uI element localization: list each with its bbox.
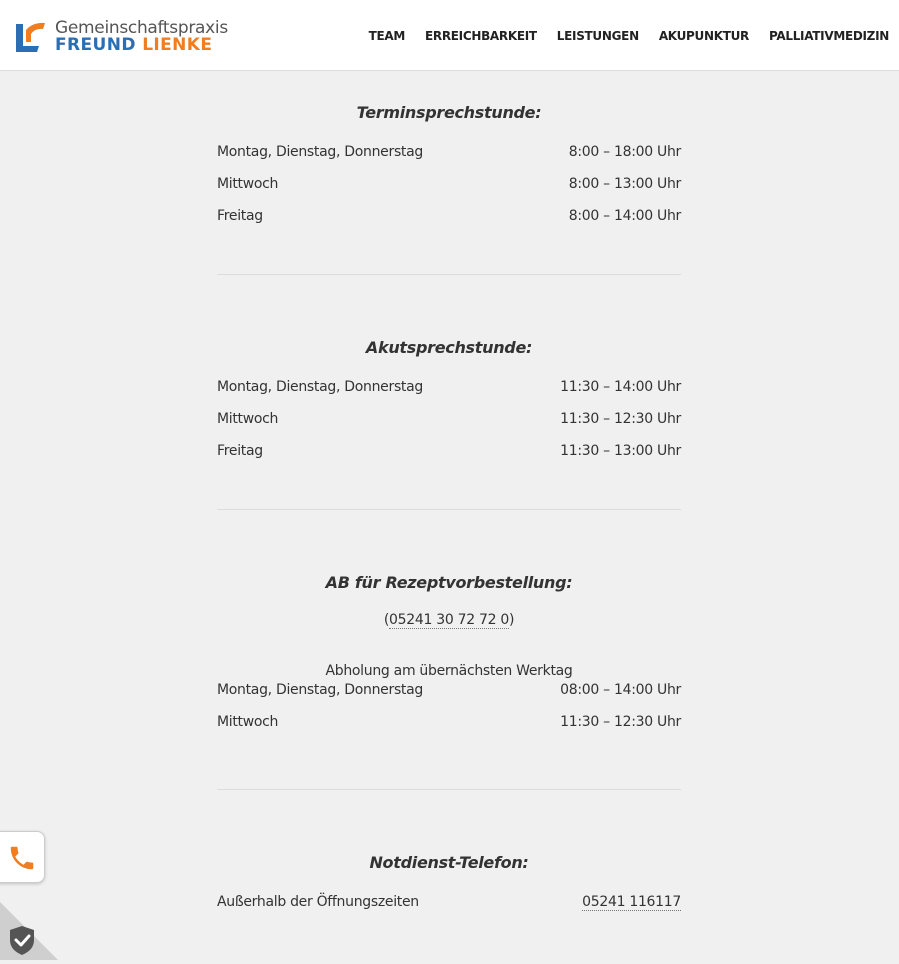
- termin-title: Terminsprechstunde:: [356, 103, 542, 122]
- hours-day: Montag, Dienstag, Donnerstag: [217, 144, 423, 160]
- notdienst-row: [217, 894, 681, 926]
- logo-name-lienke: LIENKE: [142, 35, 213, 55]
- hours-row: [217, 714, 681, 746]
- hours-day: Montag, Dienstag, Donnerstag: [217, 682, 423, 698]
- hours-day: Mittwoch: [217, 714, 279, 730]
- hours-time: 08:00 – 14:00 Uhr: [560, 682, 681, 698]
- notdienst-phone-link[interactable]: 05241 116117: [582, 894, 681, 910]
- hours-time: 8:00 – 14:00 Uhr: [568, 208, 681, 224]
- section-divider: [217, 509, 681, 510]
- rezept-note: Abholung am übernächsten Werktag: [325, 663, 573, 679]
- akut-section: [217, 338, 681, 475]
- hours-day: Freitag: [217, 208, 263, 224]
- rezept-section: [217, 573, 681, 746]
- nav-item-akupunktur[interactable]: AKUPUNKTUR: [658, 29, 749, 43]
- hours-time: 11:30 – 13:00 Uhr: [560, 443, 681, 459]
- nav-item-palliativmedizin[interactable]: PALLIATIVMEDIZIN: [768, 29, 889, 43]
- hours-time: 11:30 – 14:00 Uhr: [560, 379, 681, 395]
- nav-item-erreichbarkeit[interactable]: ERREICHBARKEIT: [424, 29, 537, 43]
- termin-section: [217, 103, 681, 240]
- main-nav: [369, 29, 889, 43]
- rezept-title: AB für Rezeptvorbestellung:: [325, 573, 573, 592]
- privacy-settings-button[interactable]: [0, 902, 58, 960]
- hours-row: [217, 379, 681, 411]
- logo-icon: [13, 20, 47, 54]
- hours-row: [217, 176, 681, 208]
- hours-day: Mittwoch: [217, 411, 279, 427]
- hours-row: [217, 208, 681, 240]
- hours-day: Freitag: [217, 443, 263, 459]
- paren-close: ): [508, 612, 515, 628]
- logo-text-line1: Gemeinschaftspraxis: [55, 18, 228, 38]
- logo[interactable]: [13, 18, 228, 58]
- call-button[interactable]: [0, 831, 45, 883]
- notdienst-label: Außerhalb der Öffnungszeiten: [217, 894, 419, 910]
- hours-time: 8:00 – 18:00 Uhr: [568, 144, 681, 160]
- hours-row: [217, 411, 681, 443]
- hours-day: Montag, Dienstag, Donnerstag: [217, 379, 423, 395]
- paren-open: (: [383, 612, 390, 628]
- site-header: [0, 0, 899, 71]
- phone-icon: [7, 843, 37, 873]
- notdienst-section: [217, 853, 681, 926]
- section-divider: [217, 274, 681, 275]
- rezept-phone-link[interactable]: 05241 30 72 72 0: [389, 612, 509, 628]
- logo-text-line2: [55, 35, 212, 55]
- nav-item-leistungen[interactable]: LEISTUNGEN: [556, 29, 639, 43]
- hours-row: [217, 443, 681, 475]
- hours-day: Mittwoch: [217, 176, 279, 192]
- hours-row: [217, 144, 681, 176]
- logo-name-freund: FREUND: [55, 35, 136, 55]
- section-divider: [217, 789, 681, 790]
- akut-title: Akutsprechstunde:: [365, 338, 533, 357]
- hours-time: 11:30 – 12:30 Uhr: [560, 411, 681, 427]
- hours-time: 8:00 – 13:00 Uhr: [568, 176, 681, 192]
- notdienst-title: Notdienst-Telefon:: [369, 853, 529, 872]
- hours-time: 11:30 – 12:30 Uhr: [560, 714, 681, 730]
- shield-check-icon: [0, 902, 58, 960]
- rezept-phone-line: [217, 612, 681, 628]
- nav-item-team[interactable]: TEAM: [368, 29, 405, 43]
- hours-row: [217, 682, 681, 714]
